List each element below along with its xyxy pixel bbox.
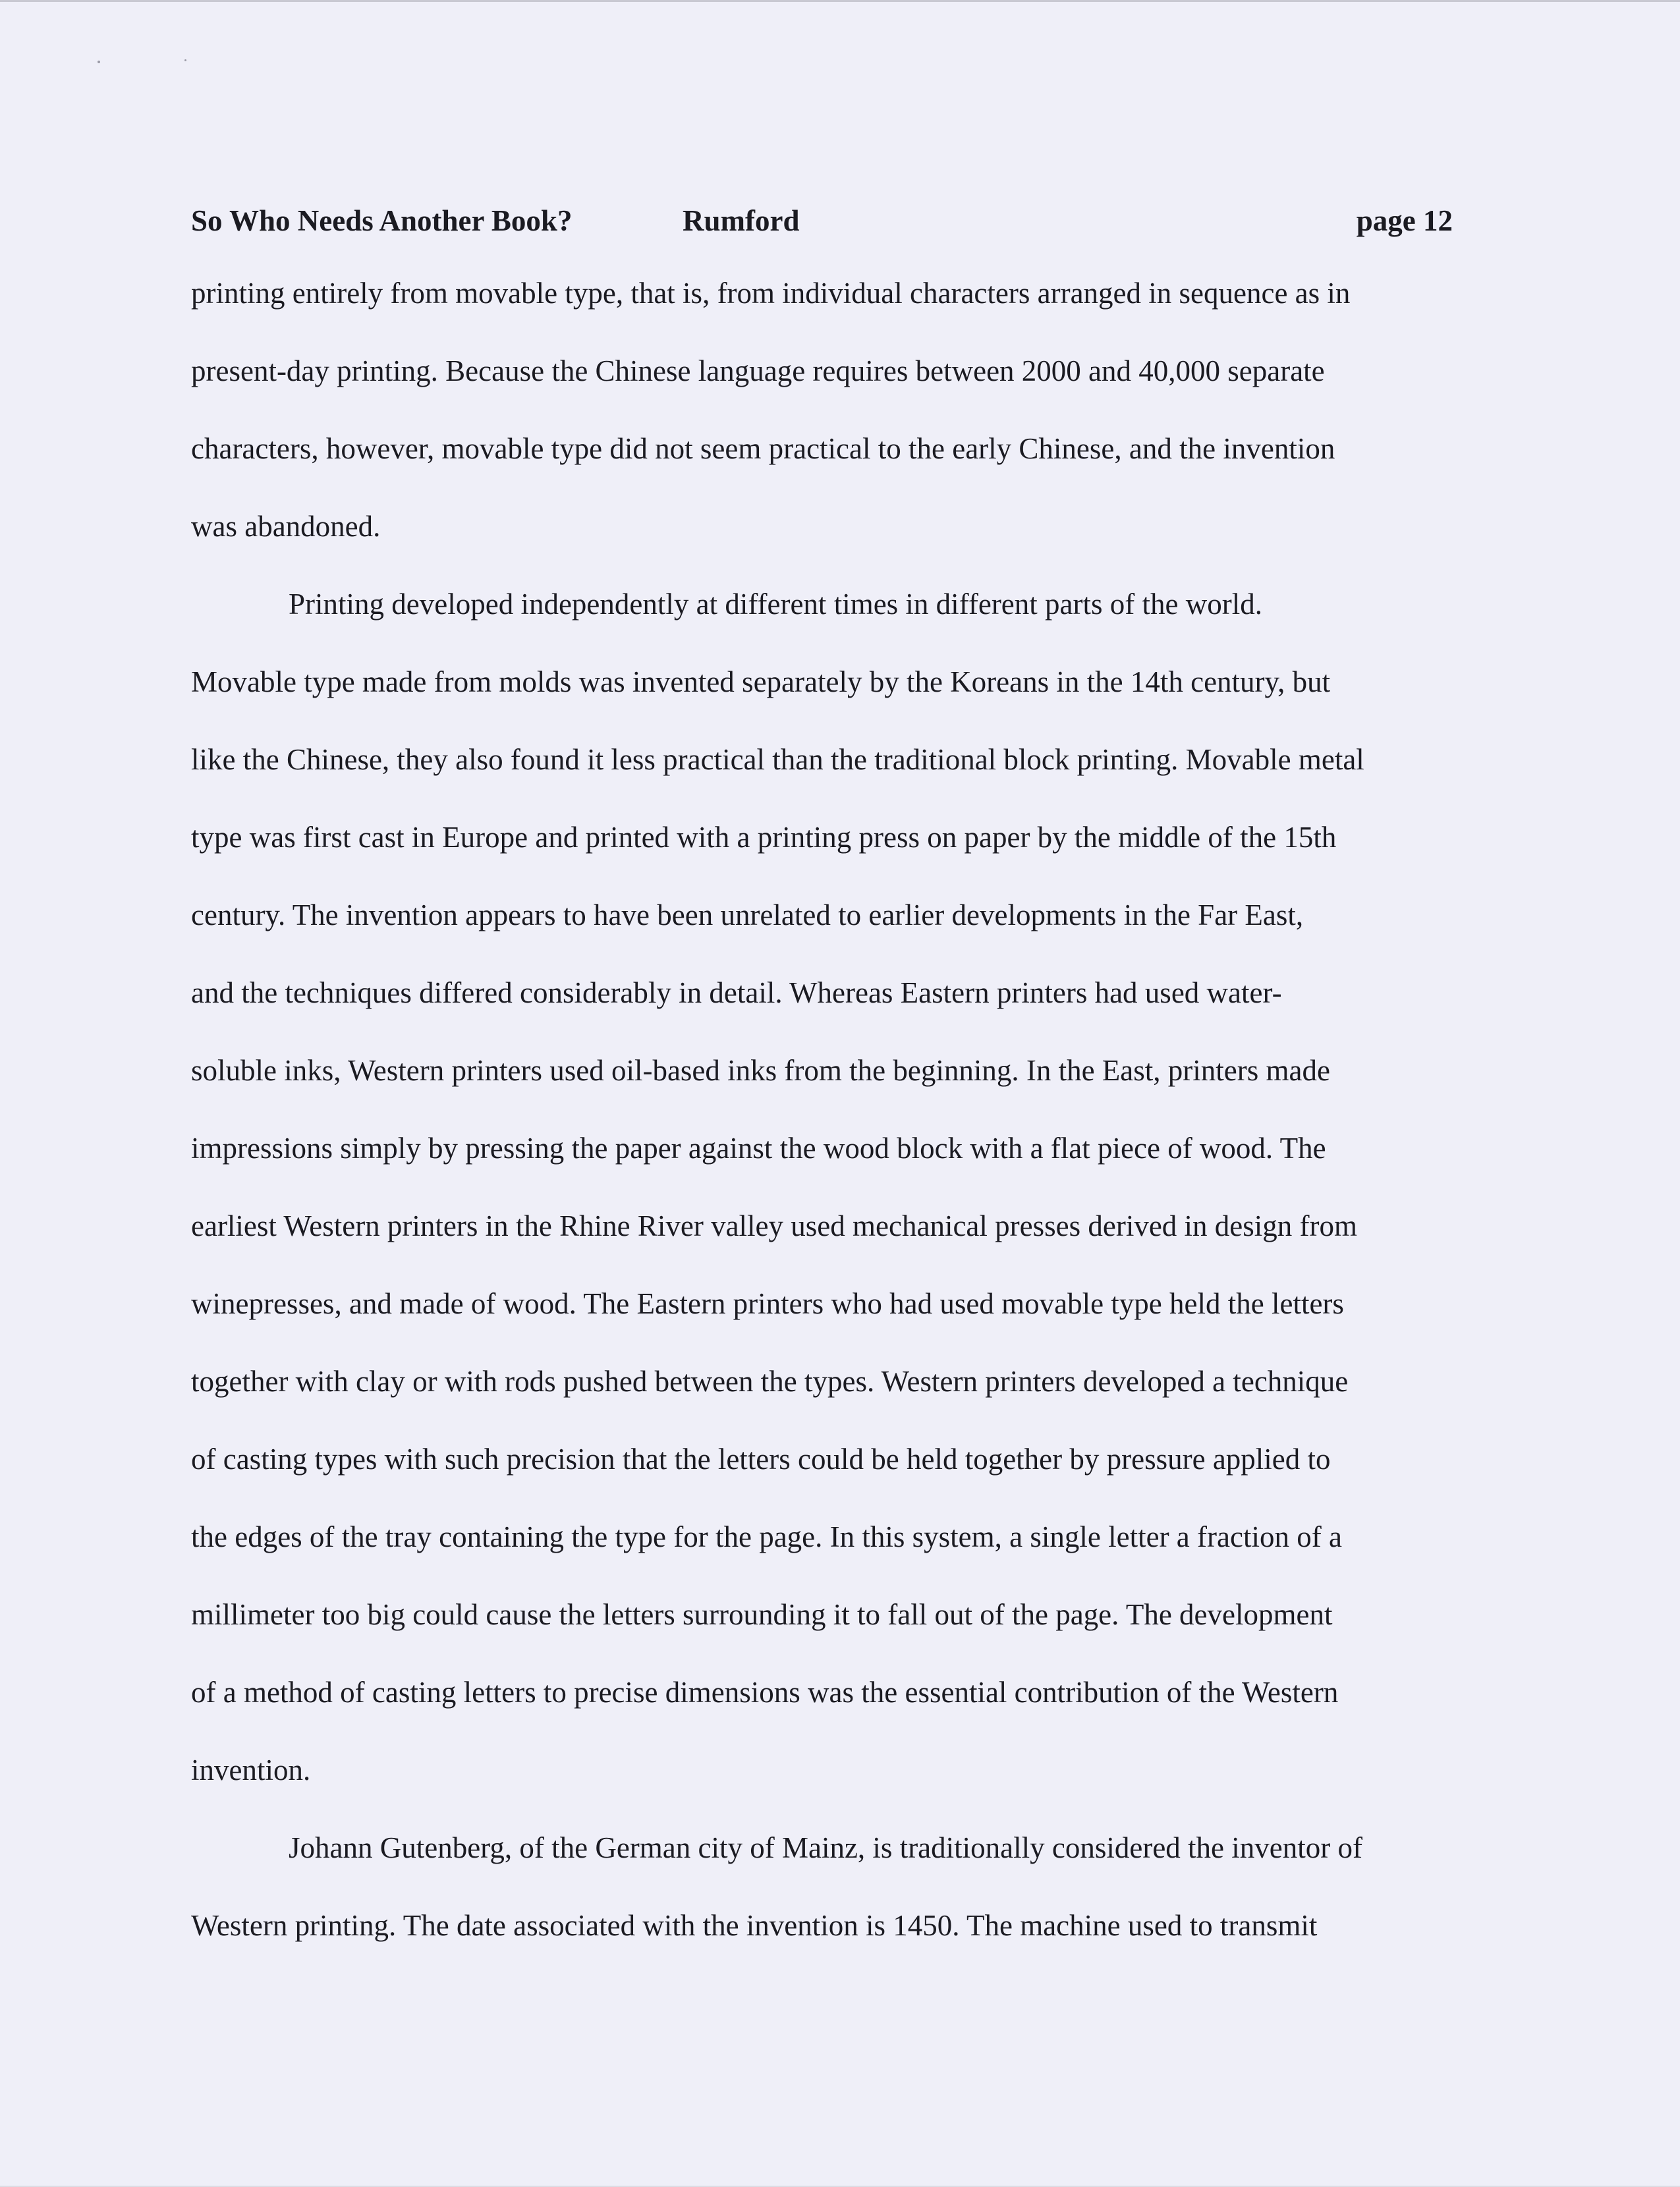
running-header	[191, 201, 1453, 240]
text-line: characters, however, movable type did not seem practical to the early Chinese, and the invention	[191, 432, 1335, 465]
text-line: winepresses, and made of wood. The Eastern printers who had used movable type held the letters	[191, 1287, 1344, 1320]
text-line: invention.	[191, 1754, 311, 1786]
text-line: was abandoned.	[191, 510, 381, 543]
text-line: millimeter too big could cause the letters surrounding it to fall out of the page. The development	[191, 1598, 1333, 1631]
text-line: soluble inks, Western printers used oil-based inks from the beginning. In the East, printers made	[191, 1054, 1330, 1087]
text-line: type was first cast in Europe and printed with a printing press on paper by the middle of the 15th	[191, 821, 1337, 854]
text-line: of a method of casting letters to precise dimensions was the essential contribution of the Western	[191, 1676, 1339, 1709]
text-line: century. The invention appears to have been unrelated to earlier developments in the Far East,	[191, 899, 1304, 931]
paragraph-first-line: Johann Gutenberg, of the German city of Mainz, is traditionally considered the inventor of	[289, 1831, 1362, 1864]
page-top-edge	[0, 0, 1680, 2]
text-line: together with clay or with rods pushed between the types. Western printers developed a technique	[191, 1365, 1349, 1398]
header-author: Rumford	[683, 204, 800, 237]
text-line: Western printing. The date associated with the invention is 1450. The machine used to transmit	[191, 1909, 1318, 1942]
paragraph-first-line: Printing developed independently at different times in different parts of the world.	[289, 588, 1262, 621]
text-line: Movable type made from molds was invented separately by the Koreans in the 14th century, but	[191, 665, 1331, 698]
text-line: printing entirely from movable type, that is, from individual characters arranged in sequence as in	[191, 277, 1351, 310]
text-line: earliest Western printers in the Rhine River valley used mechanical presses derived in design from	[191, 1209, 1358, 1242]
text-line: of casting types with such precision that the letters could be held together by pressure applied to	[191, 1443, 1331, 1476]
text-line: like the Chinese, they also found it less practical than the traditional block printing. Movable metal	[191, 743, 1364, 776]
text-line: the edges of the tray containing the type for the page. In this system, a single letter a fraction of a	[191, 1520, 1342, 1553]
header-book-title: So Who Needs Another Book?	[191, 204, 573, 237]
scan-speck	[184, 59, 186, 61]
scan-speck	[98, 61, 100, 63]
header-page-number: page 12	[1356, 204, 1453, 237]
body-text	[191, 273, 1472, 1983]
text-line: impressions simply by pressing the paper against the wood block with a flat piece of wood. The	[191, 1132, 1326, 1165]
text-line: present-day printing. Because the Chinese language requires between 2000 and 40,000 separate	[191, 354, 1325, 387]
text-line: and the techniques differed considerably in detail. Whereas Eastern printers had used water-	[191, 976, 1282, 1009]
